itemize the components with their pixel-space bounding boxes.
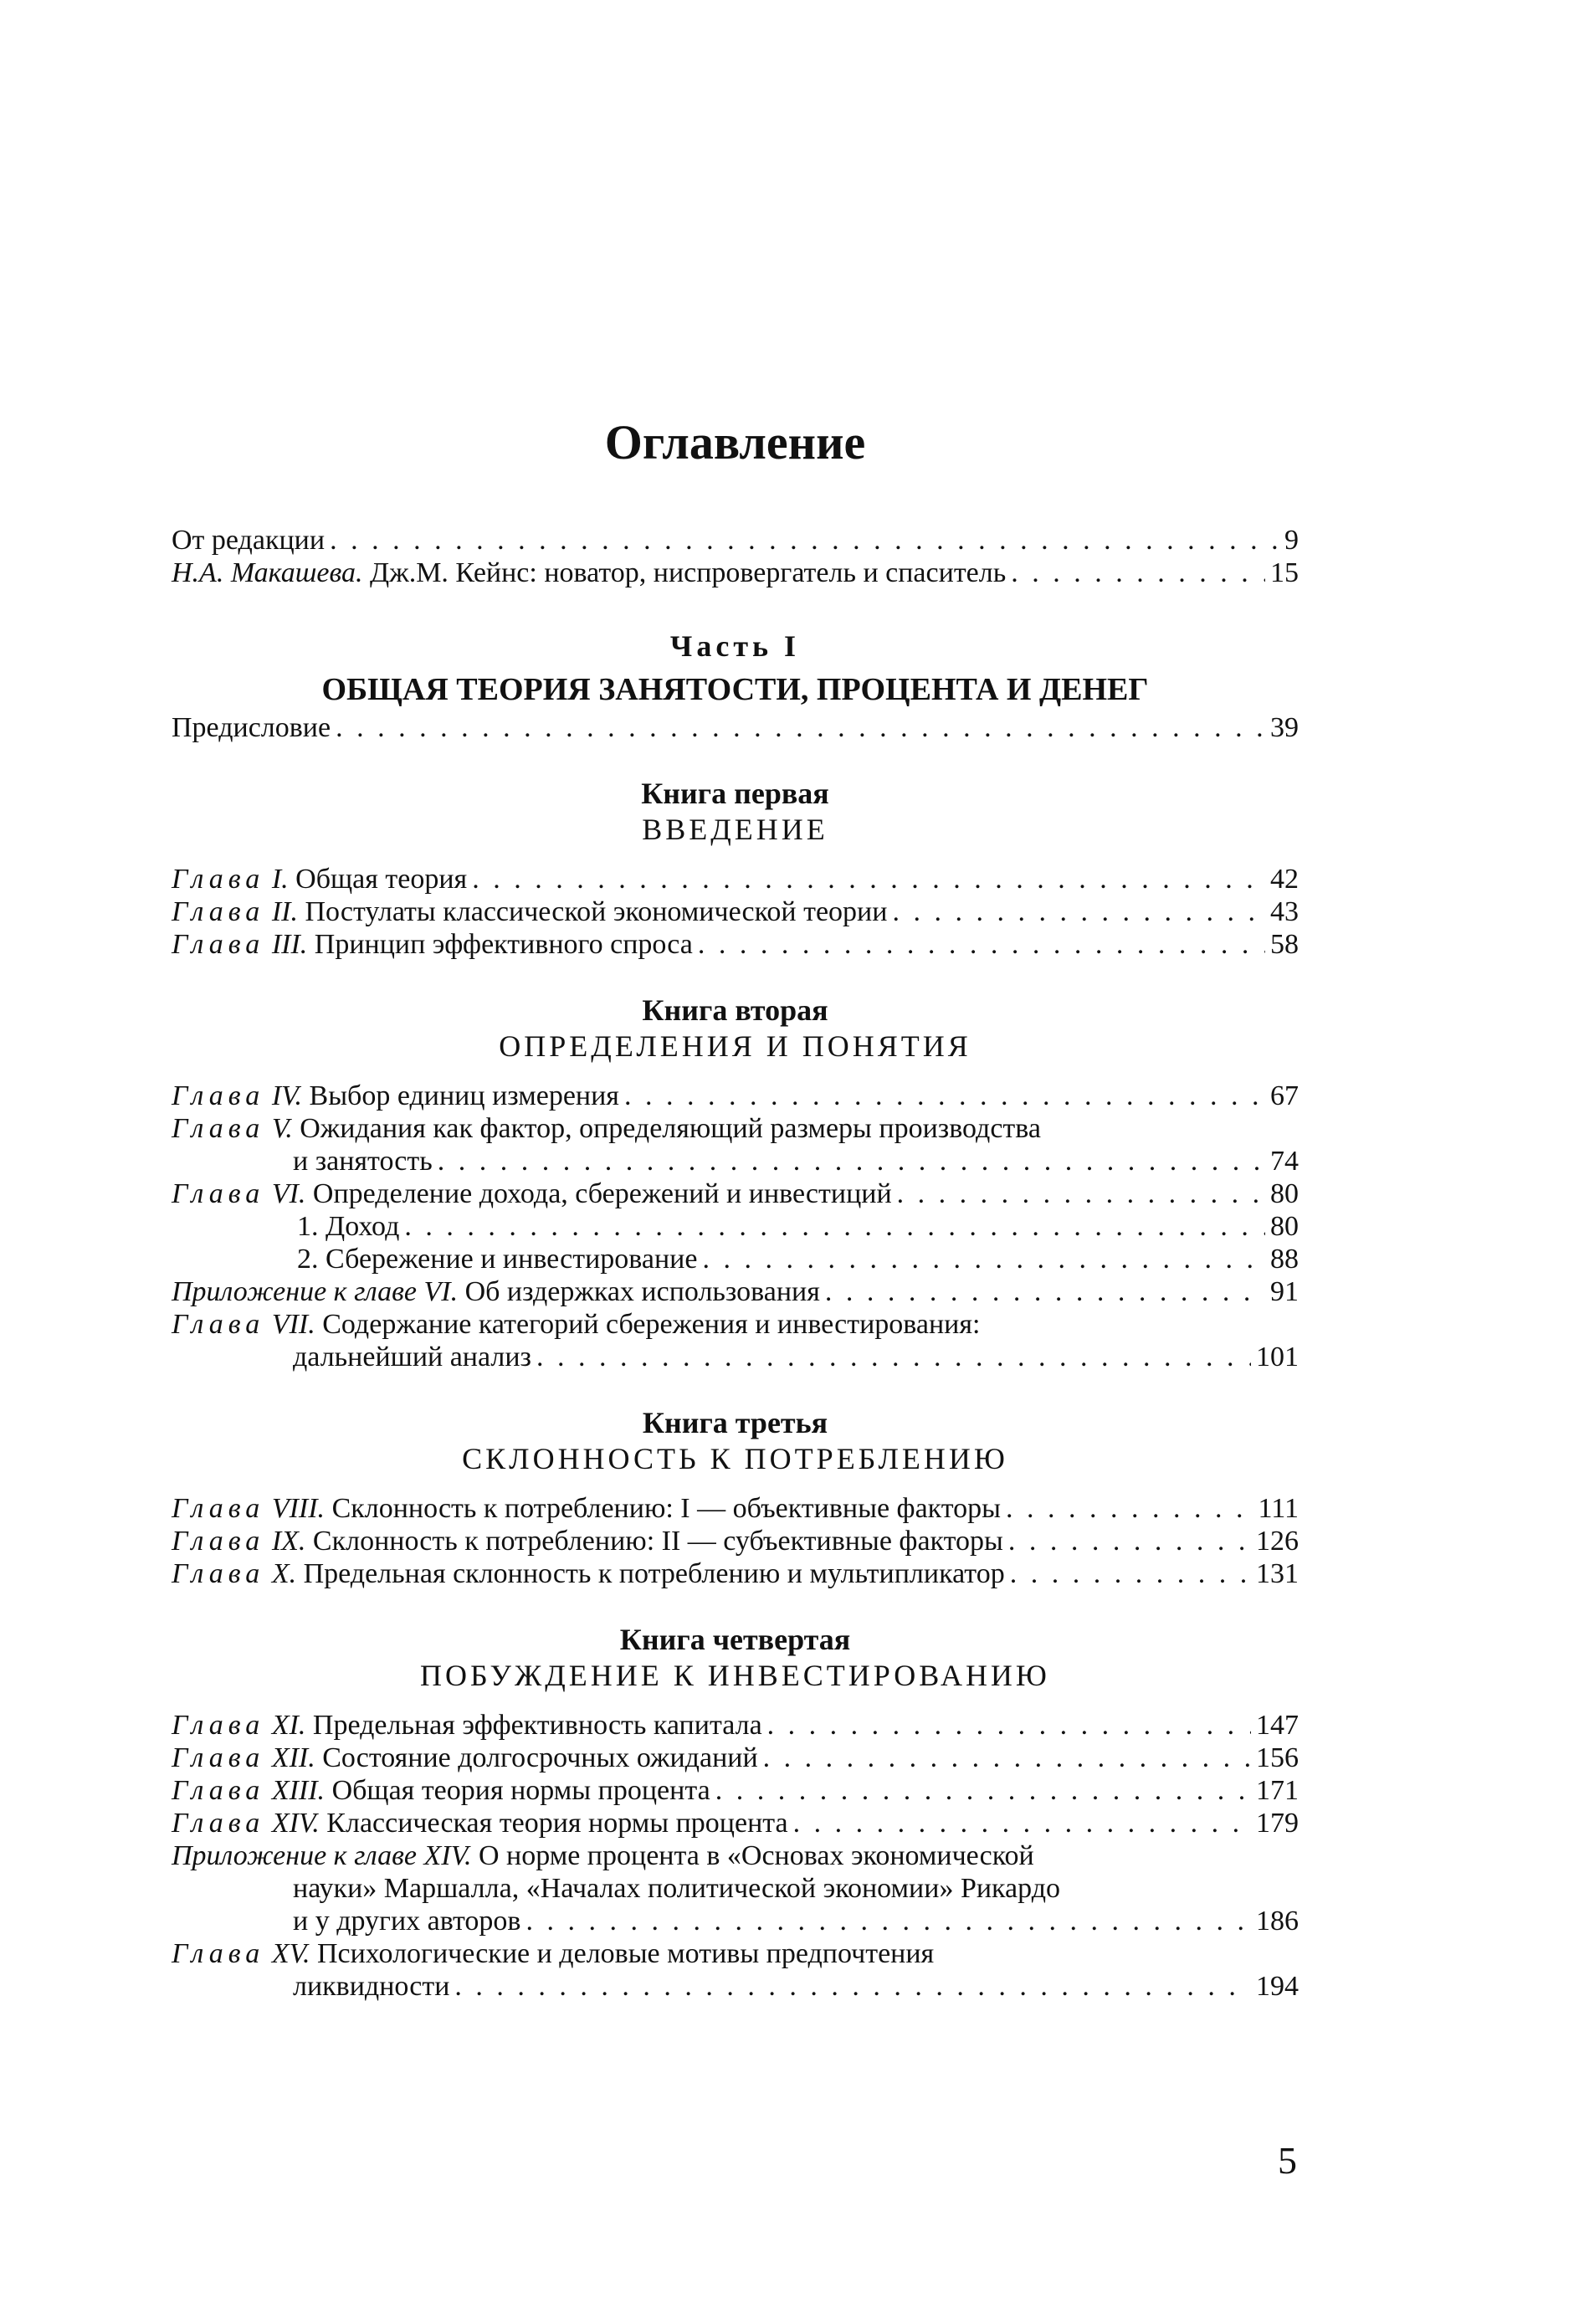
- book-label: Книга вторая: [642, 993, 828, 1027]
- toc-entry: [172, 1742, 1299, 1774]
- appendix-prefix: Приложение к главе: [172, 1840, 417, 1871]
- entry-title: [172, 928, 693, 961]
- page-ref: 67: [1270, 1080, 1299, 1111]
- entry-title: [172, 1807, 788, 1839]
- page-ref: 194: [1256, 1971, 1299, 2002]
- chapter-label: Глава: [172, 1493, 265, 1524]
- entry-title: Предисловие: [172, 712, 331, 743]
- entry-text: Общая теория нормы процента: [331, 1775, 710, 1806]
- book-title: ОПРЕДЕЛЕНИЯ И ПОНЯТИЯ: [499, 1029, 971, 1063]
- toc-entry: [172, 711, 1299, 744]
- toc-entry-line: [172, 1112, 1299, 1145]
- toc-entry: [172, 1492, 1299, 1525]
- chapter-number: V.: [271, 1113, 293, 1144]
- page-ref: 147: [1256, 1710, 1299, 1741]
- toc-entry: [172, 1970, 1299, 2003]
- entry-text: Определение дохода, сбережений и инвестиций: [312, 1178, 892, 1209]
- entry-title: [172, 1492, 1001, 1525]
- leader-dots: [472, 863, 1265, 895]
- chapter-label: Глава: [172, 1938, 265, 1969]
- toc-entry: [172, 1709, 1299, 1742]
- chapter-number: VI.: [271, 1178, 306, 1209]
- entry-continuation: и у других авторов: [293, 1906, 521, 1937]
- leader-dots: [1008, 1525, 1251, 1557]
- leader-dots: [767, 1709, 1251, 1742]
- page-ref: 80: [1270, 1178, 1299, 1209]
- books-list: [172, 776, 1299, 2003]
- part-title: ОБЩАЯ ТЕОРИЯ ЗАНЯТОСТИ, ПРОЦЕНТА И ДЕНЕГ: [321, 672, 1149, 707]
- entry-title: [172, 1709, 762, 1742]
- appendix-number: XIV.: [423, 1840, 472, 1871]
- toc-entry-line: [172, 1308, 1299, 1341]
- page-ref: 42: [1270, 864, 1299, 895]
- entry-text: Содержание категорий сбережения и инвестирования:: [322, 1309, 981, 1340]
- leader-dots: [763, 1742, 1251, 1774]
- page-ref: 15: [1270, 557, 1299, 588]
- page-ref: 131: [1256, 1558, 1299, 1589]
- chapter-label: Глава: [172, 1710, 265, 1741]
- toc-entry: [172, 1341, 1299, 1373]
- toc-entry: [172, 1243, 1299, 1275]
- leader-dots: [825, 1275, 1265, 1308]
- book-label: Книга первая: [641, 777, 829, 810]
- entry-continuation: ликвидности: [293, 1971, 450, 2002]
- leader-dots: [525, 1905, 1251, 1937]
- entry-title: [172, 1275, 820, 1308]
- leader-dots: [698, 928, 1265, 961]
- entry-title: От редакции: [172, 525, 326, 556]
- leader-dots: [624, 1080, 1265, 1112]
- toc-entry-line: [172, 1937, 1299, 1970]
- entry-continuation: и занятость: [293, 1146, 433, 1177]
- page-ref: 9: [1284, 525, 1299, 556]
- book-title: СКЛОННОСТЬ К ПОТРЕБЛЕНИЮ: [462, 1442, 1008, 1475]
- book-label: Книга третья: [642, 1406, 828, 1439]
- chapter-label: Глава: [172, 1309, 265, 1340]
- book-section: [172, 1622, 1299, 2003]
- toc-entry: [172, 524, 1299, 557]
- chapter-label: Глава: [172, 864, 265, 895]
- page-ref: 179: [1256, 1808, 1299, 1839]
- toc-entry: [172, 895, 1299, 928]
- chapter-label: Глава: [172, 1526, 265, 1557]
- chapter-number: II.: [271, 896, 298, 927]
- page-ref: 186: [1256, 1906, 1299, 1937]
- toc-entry: [172, 557, 1299, 589]
- entry-title: [172, 1742, 758, 1774]
- entry-title: [172, 1080, 619, 1112]
- entry-text: Состояние долгосрочных ожиданий: [322, 1742, 758, 1773]
- chapter-label: Глава: [172, 1742, 265, 1773]
- entry-title: [172, 1774, 710, 1807]
- entry-title: [172, 1938, 934, 1969]
- chapter-number: VIII.: [271, 1493, 326, 1524]
- page-ref: 91: [1270, 1276, 1299, 1307]
- toc-entry: [172, 1905, 1299, 1937]
- entry-title: [172, 895, 887, 928]
- entry-title: [172, 1113, 1041, 1144]
- leader-dots: [793, 1807, 1251, 1839]
- chapter-number: XIV.: [271, 1808, 320, 1839]
- leader-dots: [715, 1774, 1251, 1807]
- toc-entry: [172, 1275, 1299, 1308]
- leader-dots: [1006, 1492, 1253, 1525]
- book-section: [172, 993, 1299, 1373]
- toc-entry: [172, 928, 1299, 961]
- entry-text: Дж.М. Кейнс: новатор, ниспровергатель и спаситель: [370, 557, 1007, 588]
- leader-dots: [1010, 1557, 1251, 1590]
- page-ref: 39: [1270, 712, 1299, 743]
- page-ref: 171: [1256, 1775, 1299, 1806]
- toc-entry: [172, 1807, 1299, 1839]
- entry-text: Принцип эффективного спроса: [314, 929, 693, 960]
- leader-dots: [892, 895, 1265, 928]
- leader-dots: [536, 1341, 1251, 1373]
- chapter-label: Глава: [172, 1178, 265, 1209]
- chapter-label: Глава: [172, 896, 265, 927]
- table-of-contents: [172, 415, 1299, 2003]
- leader-dots: [438, 1145, 1265, 1177]
- chapter-number: VII.: [271, 1309, 315, 1340]
- toc-entry: [172, 1774, 1299, 1807]
- appendix-label: [172, 1276, 458, 1307]
- toc-entry-line: [172, 1839, 1299, 1872]
- page-number: 5: [1278, 2139, 1297, 2182]
- entry-title: [172, 1525, 1003, 1557]
- page-ref: 101: [1256, 1342, 1299, 1372]
- entry-text: Склонность к потреблению: I — объективные факторы: [331, 1493, 1001, 1524]
- leader-dots: [330, 524, 1279, 557]
- chapter-number: IV.: [271, 1080, 303, 1111]
- entry-text: Об издержках использования: [464, 1276, 820, 1307]
- toc-entry: [172, 1210, 1299, 1243]
- toc-entry: [172, 1145, 1299, 1177]
- page-ref: 80: [1270, 1211, 1299, 1242]
- chapter-label: Глава: [172, 929, 265, 960]
- page-ref: 58: [1270, 929, 1299, 960]
- entry-title: [172, 1309, 980, 1340]
- entry-text: Общая теория: [295, 864, 468, 895]
- entry-text: О норме процента в «Основах экономической: [478, 1840, 1034, 1871]
- entry-text: Классическая теория нормы процента: [326, 1808, 788, 1839]
- book-title: ПОБУЖДЕНИЕ К ИНВЕСТИРОВАНИЮ: [420, 1659, 1050, 1692]
- entry-text: Склонность к потреблению: II — субъективные факторы: [312, 1526, 1003, 1557]
- entry-title: 2. Сбережение и инвестирование: [297, 1244, 698, 1275]
- entry-text: Предельная склонность к потреблению и мультипликатор: [303, 1558, 1005, 1589]
- page-ref: 156: [1256, 1742, 1299, 1773]
- entry-text: Психологические и деловые мотивы предпочтения: [316, 1938, 935, 1969]
- chapter-label: Глава: [172, 1808, 265, 1839]
- chapter-label: Глава: [172, 1558, 265, 1589]
- appendix-prefix: Приложение к главе: [172, 1276, 417, 1307]
- entry-text: Выбор единиц измерения: [309, 1080, 619, 1111]
- book-title: ВВЕДЕНИЕ: [642, 813, 828, 846]
- entry-text: Постулаты классической экономической теории: [305, 896, 888, 927]
- page-title: Оглавление: [604, 415, 866, 469]
- leader-dots: [336, 711, 1265, 744]
- entry-title: [172, 863, 467, 895]
- chapter-number: XIII.: [271, 1775, 326, 1806]
- leader-dots: [702, 1243, 1265, 1275]
- leader-dots: [454, 1970, 1251, 2003]
- chapter-label: Глава: [172, 1113, 265, 1144]
- page-ref: 111: [1258, 1493, 1299, 1524]
- chapter-number: IX.: [271, 1526, 306, 1557]
- toc-entry: [172, 1525, 1299, 1557]
- book-label: Книга четвертая: [619, 1623, 851, 1656]
- book-section: [172, 776, 1299, 961]
- page-ref: 126: [1256, 1526, 1299, 1557]
- entry-title: [172, 1840, 1034, 1871]
- appendix-label: [172, 1840, 471, 1871]
- leader-dots: [897, 1177, 1265, 1210]
- chapter-number: XI.: [271, 1710, 306, 1741]
- chapter-number: XV.: [271, 1938, 310, 1969]
- appendix-number: VI.: [423, 1276, 459, 1307]
- entry-author: Н.А. Макашева.: [172, 557, 363, 588]
- chapter-number: XII.: [271, 1742, 315, 1773]
- entry-continuation: дальнейший анализ: [293, 1342, 531, 1372]
- entry-title: [172, 1177, 892, 1210]
- toc-entry: [172, 863, 1299, 895]
- page-ref: 43: [1270, 896, 1299, 927]
- chapter-number: I.: [271, 864, 289, 895]
- entry-text: Предельная эффективность капитала: [312, 1710, 762, 1741]
- chapter-label: Глава: [172, 1775, 265, 1806]
- leader-dots: [1011, 557, 1265, 589]
- toc-entry: [172, 1177, 1299, 1210]
- chapter-number: X.: [271, 1558, 297, 1589]
- part-label: Часть I: [669, 629, 801, 663]
- page-ref: 74: [1270, 1146, 1299, 1177]
- entry-title: 1. Доход: [297, 1211, 400, 1242]
- toc-entry-line: науки» Маршалла, «Началах политической экономии» Рикардо: [293, 1873, 1060, 1904]
- chapter-label: Глава: [172, 1080, 265, 1111]
- book-section: [172, 1405, 1299, 1590]
- toc-entry: [172, 1557, 1299, 1590]
- page-ref: 88: [1270, 1244, 1299, 1275]
- chapter-number: III.: [271, 929, 308, 960]
- entry-title: [172, 1557, 1005, 1590]
- toc-entry: [172, 1080, 1299, 1112]
- entry-text: Ожидания как фактор, определяющий размеры производства: [300, 1113, 1041, 1144]
- leader-dots: [404, 1210, 1265, 1243]
- entry-title: [172, 557, 1006, 589]
